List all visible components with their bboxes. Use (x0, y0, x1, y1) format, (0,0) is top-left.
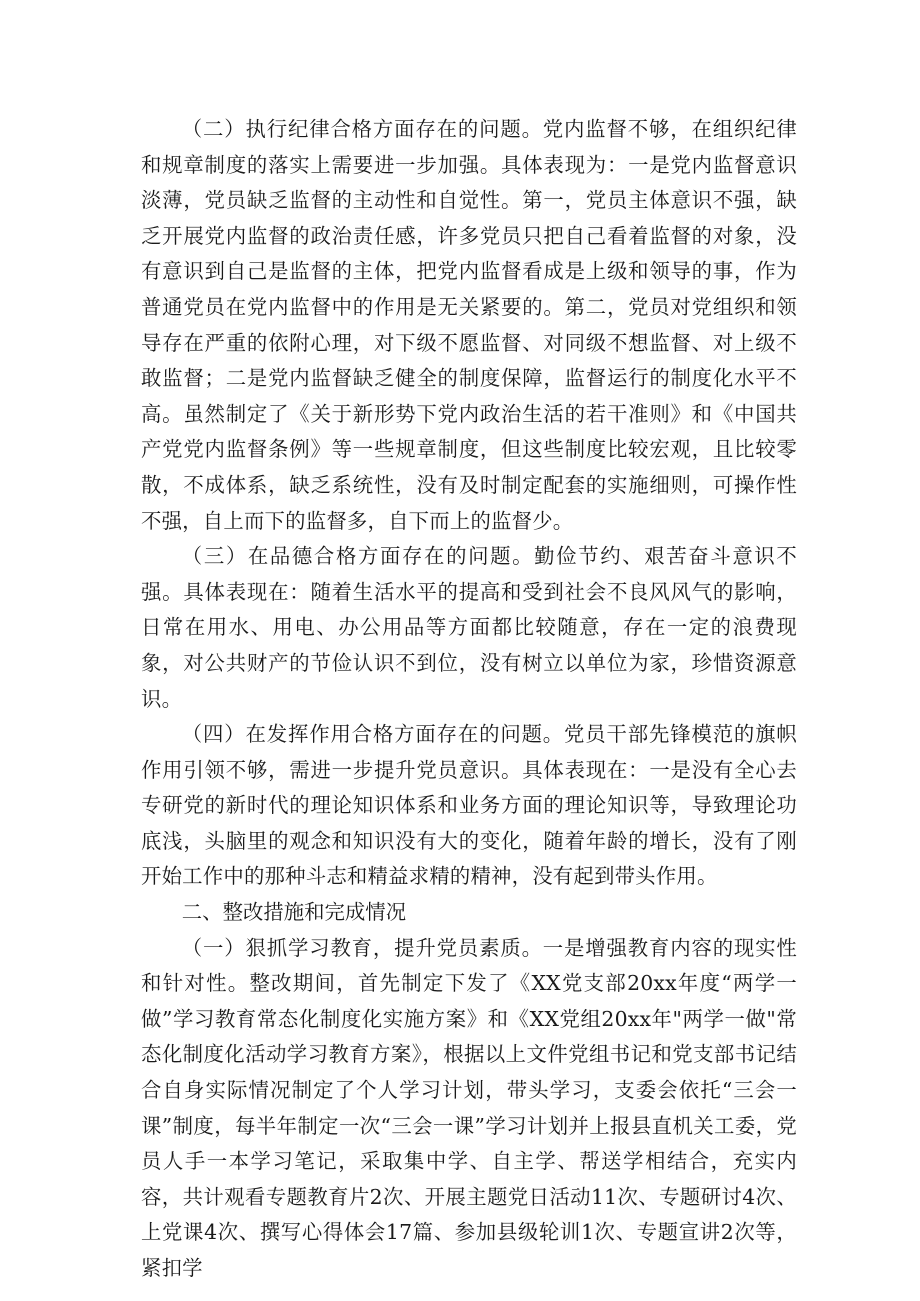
document-body (141, 112, 797, 1287)
paragraph-discipline-issues: （二）执行纪律合格方面存在的问题。党内监督不够，在组织纪律和规章制度的落实上需要进一步加强。具体表现为：一是党内监督意识淡薄，党员缺乏监督的主动性和自觉性。第一，党员主体意识不强，缺乏开展党内监督的政治责任感，许多党员只把自己看着监督的对象，没有意识到自己是监督的主体，把党内监督看成是上级和领导的事，作为普通党员在党内监督中的作用是无关紧要的。第二，党员对党组织和领导存在严重的依附心理，对下级不愿监督、对同级不想监督、对上级不敢监督；二是党内监督缺乏健全的制度保障，监督运行的制度化水平不高。虽然制定了《关于新形势下党内政治生活的若干准则》和《中国共产党党内监督条例》等一些规章制度，但这些制度比较宏观，且比较零散，不成体系，缺乏系统性，没有及时制定配套的实施细则，可操作性不强，自上而下的监督多，自下而上的监督少。 (141, 117, 797, 533)
paragraph-morality-issues: （三）在品德合格方面存在的问题。勤俭节约、艰苦奋斗意识不强。具体表现在：随着生活水平的提高和受到社会不良风风气的影响，日常在用水、用电、办公用品等方面都比较随意，存在一定的浪费现象，对公共财产的节俭认识不到位，没有树立以单位为家，珍惜资源意识。 (141, 544, 797, 711)
section-heading: 二、整改措施和完成情况 (181, 900, 407, 925)
paragraph-role-issues: （四）在发挥作用合格方面存在的问题。党员干部先锋模范的旗帜作用引领不够，需进一步提升党员意识。具体表现在：一是没有全心去专研党的新时代的理论知识体系和业务方面的理论知识等，导致理论功底浅，头脑里的观念和知识没有大的变化，随着年龄的增长，没有了刚开始工作中的那种斗志和精益求精的精神，没有起到带头作用。 (141, 722, 797, 889)
paragraph-study-education: （一）狠抓学习教育，提升党员素质。一是增强教育内容的现实性和针对性。整改期间，首先制定下发了《XX党支部20xx年度“两学一做”学习教育常态化制度化实施方案》和《XX党组20xx年"两学一做"常态化制度化活动学习教育方案》，根据以上文件党组书记和党支部书记结合自身实际情况制定了个人学习计划，带头学习，支委会依托“三会一课”制度，每半年制定一次“三会一课”学习计划并上报县直机关工委，党员人手一本学习笔记，采取集中学、自主学、帮送学相结合，充实内容，共计观看专题教育片2次、开展主题党日活动11次、专题研讨4次、上党课4次、撰写心得体会17篇、参加县级轮训1次、专题宣讲2次等，紧扣学 (141, 935, 797, 1280)
